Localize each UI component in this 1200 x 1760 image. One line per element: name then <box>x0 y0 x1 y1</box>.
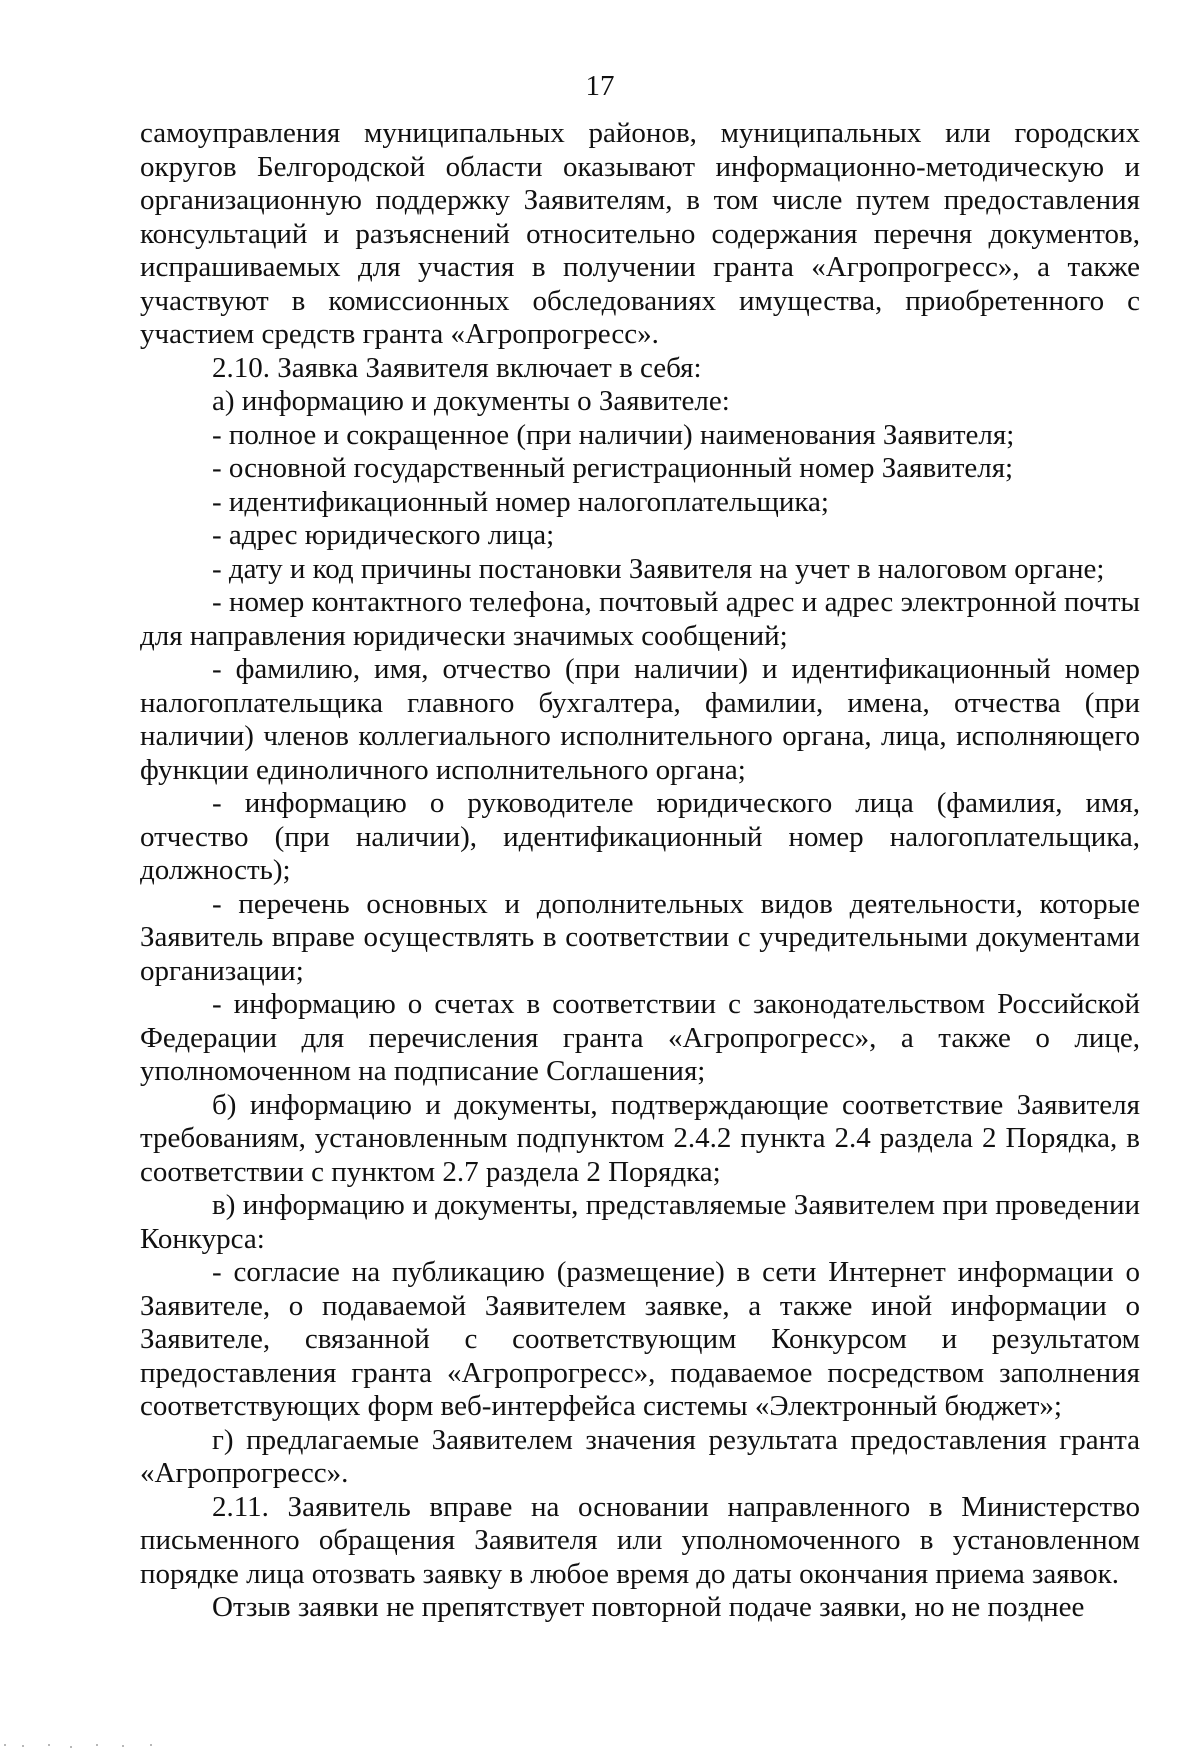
scan-speck <box>22 1745 24 1747</box>
scan-speck <box>70 1746 72 1748</box>
list-item: - основной государственный регистрационный номер Заявителя; <box>212 452 1014 484</box>
paragraph-continuation: самоуправления муниципальных районов, муниципальных или городских округов Белгородской области оказывают информационно-методическую и организационную поддержку Заявителям, в том числе путем предоставления консультаций и разъяснений относительно содержания перечня документов, испрашиваемых для участия в получении гранта «Агропрогресс», а также участвуют в комиссионных обследованиях имущества, приобретенного с участием средств гранта «Агропрогресс». <box>140 117 1140 350</box>
page-number: 17 <box>585 70 615 102</box>
list-item: - номер контактного телефона, почтовый адрес и адрес электронной почты для направления юридически значимых сообщений; <box>140 586 1140 652</box>
scan-speck <box>48 1744 50 1746</box>
list-item: - дату и код причины постановки Заявителя на учет в налоговом органе; <box>212 552 1105 585</box>
item-v: в) информацию и документы, представляемые Заявителем при проведении Конкурса: <box>140 1189 1140 1255</box>
list-item: - адрес юридического лица; <box>212 519 555 551</box>
list-item: - согласие на публикацию (размещение) в сети Интернет информации о Заявителе, о подаваемой Заявителем заявке, а также иной информации о Заявителе, связанной с соответствующим Конкурсом и результатом предоставления гранта «Агропрогресс», подаваемое посредством заполнения соответствующих форм веб-интерфейса системы «Электронный бюджет»; <box>140 1256 1140 1422</box>
list-item: - информацию о руководителе юридического лица (фамилия, имя, отчество (при наличии), идентификационный номер налогоплательщика, должность); <box>140 787 1140 886</box>
list-item: - фамилию, имя, отчество (при наличии) и идентификационный номер налогоплательщика главного бухгалтера, фамилии, имена, отчества (при наличии) членов коллегиального исполнительного органа, лица, исполняющего функции единоличного исполнительного органа; <box>140 653 1140 786</box>
scan-speck <box>4 1744 6 1746</box>
scan-artifacts <box>0 1742 220 1750</box>
item-a: а) информацию и документы о Заявителе: <box>212 385 730 417</box>
section-2-11-paragraph: 2.11. Заявитель вправе на основании направленного в Министерство письменного обращения Заявителя или уполномоченного в установленном порядке лица отозвать заявку в любое время до даты окончания приема заявок. <box>140 1490 1140 1590</box>
section-2-10-heading: 2.10. Заявка Заявителя включает в себя: <box>212 351 702 384</box>
scan-speck <box>150 1744 152 1746</box>
scan-speck <box>96 1744 98 1746</box>
item-b: б) информацию и документы, подтверждающие соответствие Заявителя требованиям, установленным подпунктом 2.4.2 пункта 2.4 раздела 2 Порядка, в соответствии с пунктом 2.7 раздела 2 Порядка; <box>140 1088 1140 1188</box>
list-item: - перечень основных и дополнительных видов деятельности, которые Заявитель вправе осуществлять в соответствии с учредительными документами организации; <box>140 887 1140 987</box>
list-item: - информацию о счетах в соответствии с законодательством Российской Федерации для перечисления гранта «Агропрогресс», а также о лице, уполномоченном на подписание Соглашения; <box>140 988 1140 1087</box>
list-item: - идентификационный номер налогоплательщика; <box>212 485 829 518</box>
document-body <box>140 117 1140 1625</box>
last-paragraph: Отзыв заявки не препятствует повторной подаче заявки, но не позднее <box>212 1591 1085 1623</box>
item-g: г) предлагаемые Заявителем значения результата предоставления гранта «Агропрогресс». <box>140 1423 1140 1489</box>
list-item: - полное и сокращенное (при наличии) наименования Заявителя; <box>212 418 1015 451</box>
scan-speck <box>122 1745 124 1747</box>
